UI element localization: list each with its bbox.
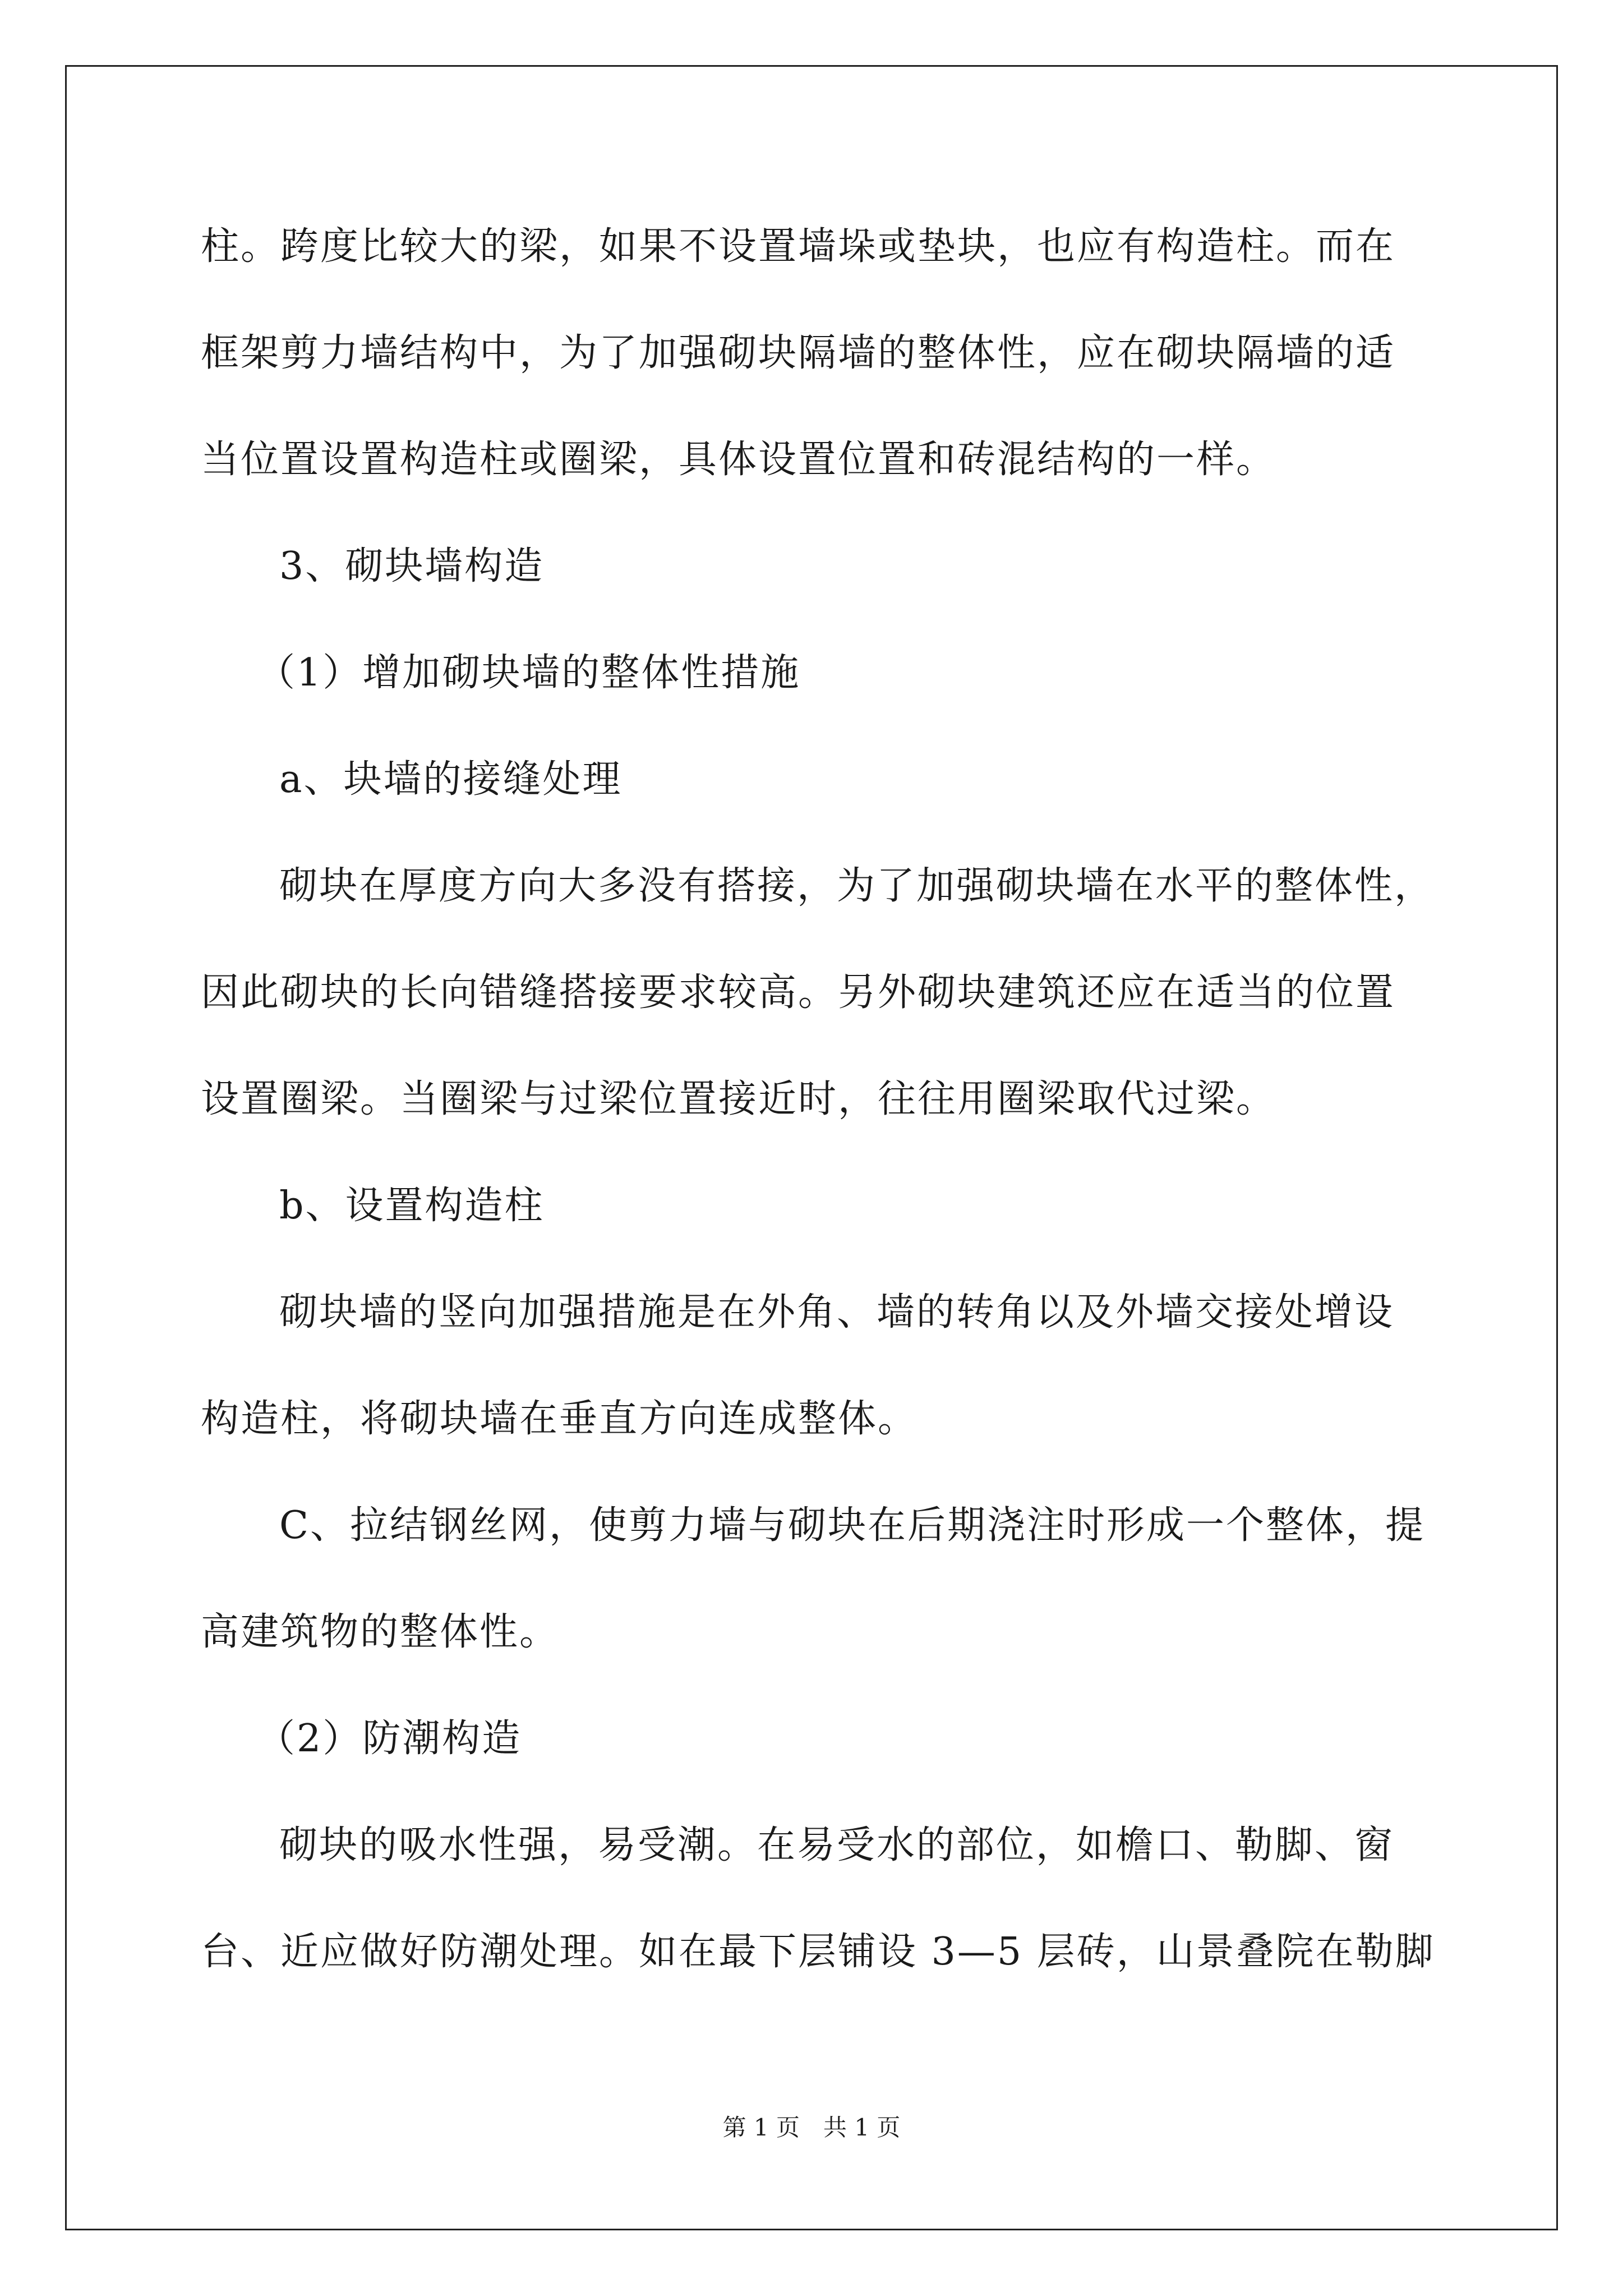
- body-line: 框架剪力墙结构中，为了加强砌块隔墙的整体性，应在砌块隔墙的适: [201, 331, 1396, 375]
- body-line: 高建筑物的整体性。: [201, 1610, 560, 1654]
- subsection-heading: （1）增加砌块墙的整体性措施: [257, 651, 801, 695]
- body-line: C、拉结钢丝网，使剪力墙与砌块在后期浇注时形成一个整体，提: [279, 1503, 1426, 1548]
- item-heading: a、块墙的接缝处理: [279, 757, 623, 802]
- body-line: 构造柱，将砌块墙在垂直方向连成整体。: [201, 1397, 918, 1441]
- body-line: 台、近应做好防潮处理。如在最下层铺设 3—5 层砖，山景叠院在勒脚: [201, 1930, 1435, 1974]
- subsection-heading: （2）防潮构造: [257, 1717, 522, 1761]
- body-line: 当位置设置构造柱或圈梁，具体设置位置和砖混结构的一样。: [201, 438, 1276, 482]
- body-line: 砌块在厚度方向大多没有搭接，为了加强砌块墙在水平的整体性，: [279, 864, 1435, 908]
- body-line: 砌块墙的竖向加强措施是在外角、墙的转角以及外墙交接处增设: [279, 1290, 1395, 1335]
- item-heading: b、设置构造柱: [279, 1184, 545, 1228]
- body-line: 设置圈梁。当圈梁与过梁位置接近时，往往用圈梁取代过梁。: [201, 1077, 1276, 1121]
- page-border: [65, 65, 1558, 2230]
- body-line: 砌块的吸水性强，易受潮。在易受水的部位，如檐口、勒脚、窗: [279, 1823, 1395, 1867]
- body-line: 因此砌块的长向错缝搭接要求较高。另外砌块建筑还应在适当的位置: [201, 970, 1396, 1015]
- section-heading: 3、砌块墙构造: [279, 544, 545, 588]
- body-line: 柱。跨度比较大的梁，如果不设置墙垛或垫块，也应有构造柱。而在: [201, 224, 1396, 269]
- page-number: 第 1 页 共 1 页: [722, 2114, 901, 2141]
